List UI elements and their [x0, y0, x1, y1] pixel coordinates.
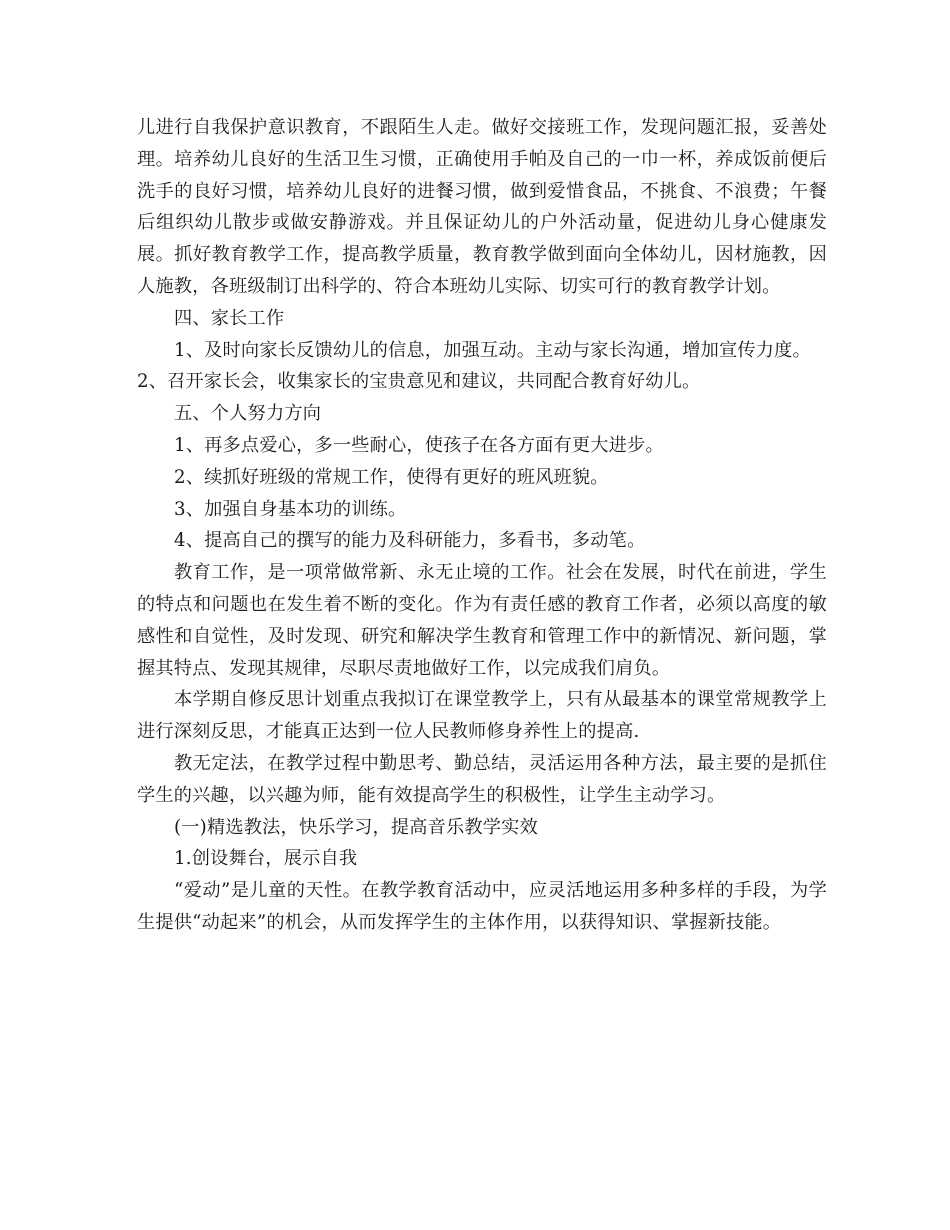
document-body	[137, 112, 827, 939]
paragraph-education-work: 教育工作，是一项常做常新、永无止境的工作。社会在发展，时代在前进，学生的特点和问题也在发生着不断的变化。作为有责任感的教育工作者，必须以高度的敏感性和自觉性，及时发现、研究和解决学生教育和管理工作中的新情况、新问题，掌握其特点、发现其规律，尽职尽责地做好工作，以完成我们肩负。	[137, 562, 827, 679]
heading-teaching-methods: (一)精选教法，快乐学习，提高音乐教学实效	[174, 816, 538, 838]
paragraph-teaching-method: 教无定法，在教学过程中勤思考、勤总结，灵活运用各种方法，最主要的是抓住学生的兴趣，以兴趣为师，能有效提高学生的积极性，让学生主动学习。	[137, 752, 827, 806]
heading-personal-direction: 五、个人努力方向	[174, 403, 322, 425]
heading-parent-work: 四、家长工作	[174, 307, 285, 329]
subheading-create-stage: 1.创设舞台，展示自我	[174, 848, 358, 870]
list-item-direction-1: 1、再多点爱心，多一些耐心，使孩子在各方面有更大进步。	[174, 434, 664, 456]
list-item-direction-3: 3、加强自身基本功的训练。	[174, 498, 407, 520]
paragraph-active-learning: “爱动”是儿童的天性。在教学教育活动中，应灵活地运用多种多样的手段，为学生提供“动起来”的机会，从而发挥学生的主体作用，以获得知识、掌握新技能。	[137, 880, 827, 933]
paragraph-reflection-plan: 本学期自修反思计划重点我拟订在课堂教学上，只有从最基本的课堂常规教学上进行深刻反思，才能真正达到一位人民教师修身养性上的提高.	[137, 689, 827, 743]
list-item-direction-4: 4、提高自己的撰写的能力及科研能力，多看书，多动笔。	[174, 530, 646, 552]
list-item-parent-2: 2、召开家长会，收集家长的宝贵意见和建议，共同配合教育好幼儿。	[137, 371, 701, 393]
list-item-parent-1: 1、及时向家长反馈幼儿的信息，加强互动。主动与家长沟通，增加宣传力度。	[174, 339, 811, 361]
paragraph-daily-care: 儿进行自我保护意识教育，不跟陌生人走。做好交接班工作，发现问题汇报，妥善处理。培养幼儿良好的生活卫生习惯，正确使用手帕及自己的一巾一杯，养成饭前便后洗手的良好习惯，培养幼儿良好的进餐习惯，做到爱惜食品，不挑食、不浪费；午餐后组织幼儿散步或做安静游戏。并且保证幼儿的户外活动量，促进幼儿身心健康发展。抓好教育教学工作，提高教学质量，教育教学做到面向全体幼儿，因材施教，因人施教，各班级制订出科学的、符合本班幼儿实际、切实可行的教育教学计划。	[137, 117, 827, 297]
list-item-direction-2: 2、续抓好班级的常规工作，使得有更好的班风班貌。	[174, 466, 609, 488]
